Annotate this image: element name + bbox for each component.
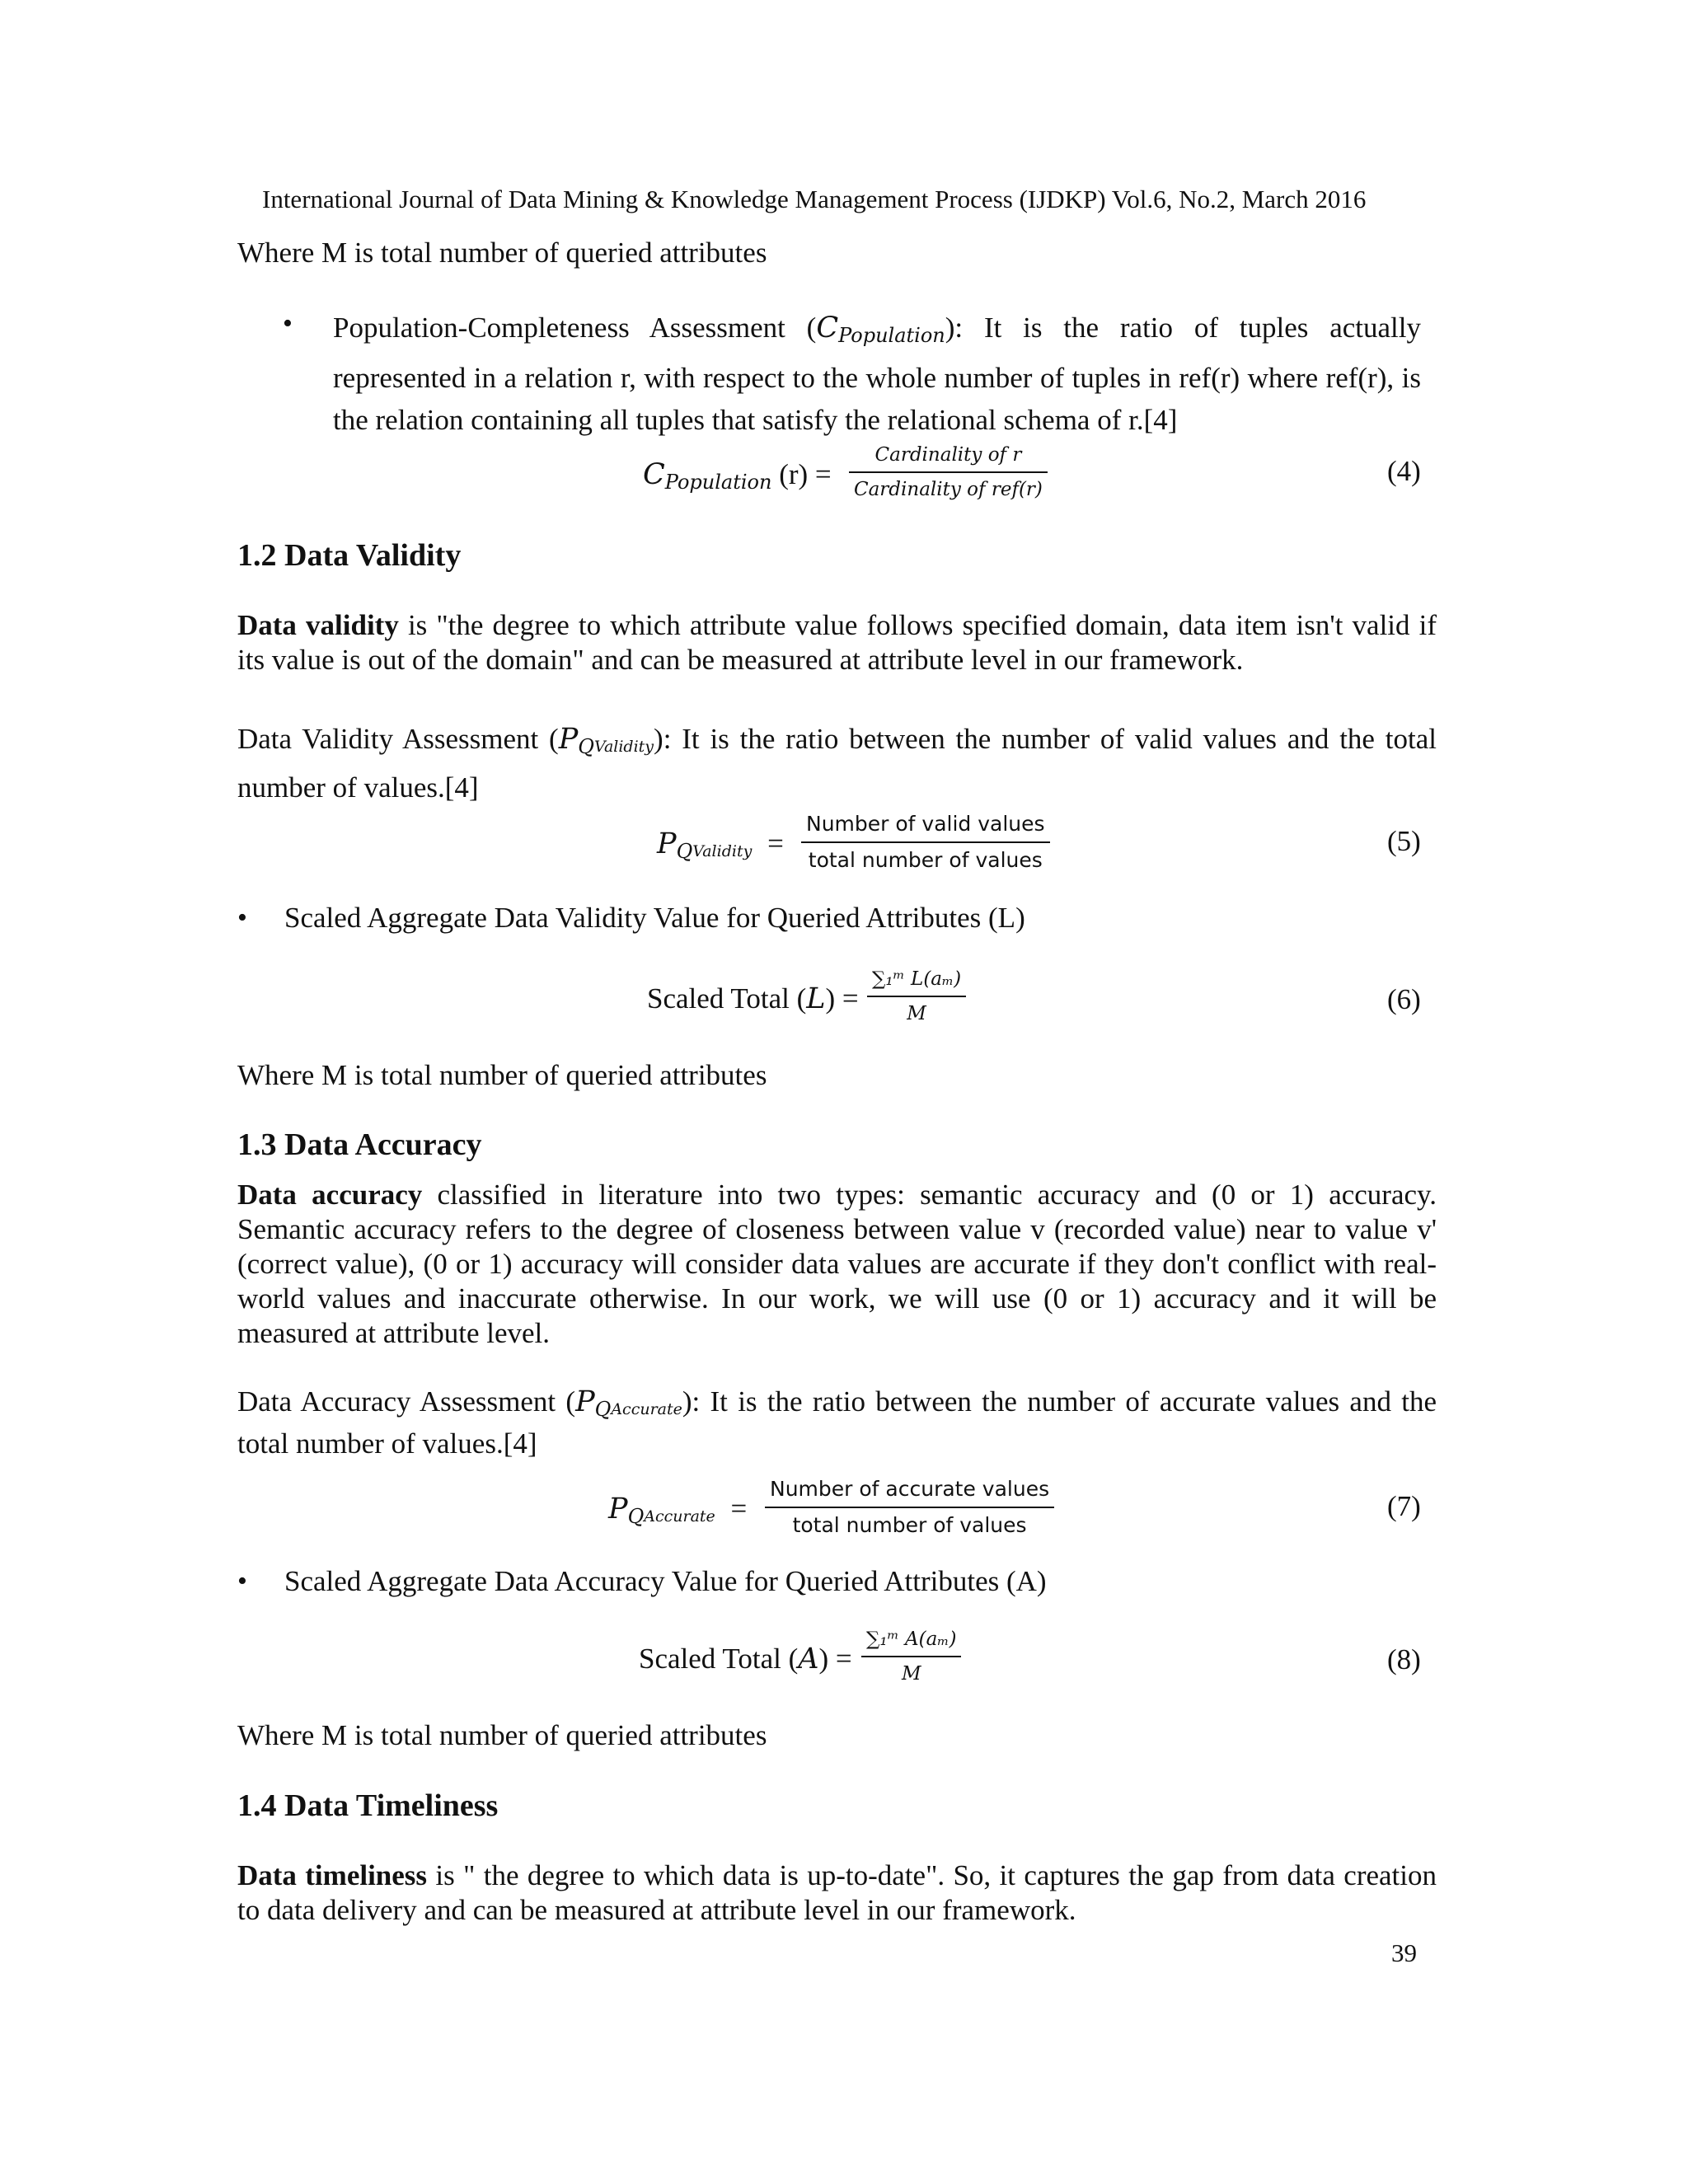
- accuracy-term: Data accuracy: [237, 1179, 423, 1211]
- equation-6-lhs: [647, 982, 859, 1015]
- accuracy-symbol-subsub: Accurate: [611, 1400, 682, 1418]
- validity-symbol-subsub: Validity: [593, 738, 654, 756]
- equation-8-lhs: [639, 1643, 852, 1675]
- running-header: International Journal of Data Mining & Knowledge Management Process (IJDKP) Vol.6, No.2, March 2016: [262, 185, 1367, 213]
- bullet-marker: •: [237, 1566, 247, 1596]
- population-rest: ): It is the ratio of tuples actually represented in a relation r, with respect to the whole number of tuples in ref(r) where ref(r), is the relation containing all tuples that satisfy the relational schema of r.[4]: [333, 312, 1421, 436]
- accuracy-definition-text: classified in literature into two types: semantic accuracy and (0 or 1) accuracy. Semantic accuracy refers to the degree of closeness between value v (recorded value) near to value v' (correct value), (0 or 1) accuracy will consider data values are accurate if they don't conflict with real-world values and inaccurate otherwise. In our work, we will use (0 or 1) accuracy and it will be measured at attribute level.: [237, 1179, 1437, 1349]
- scaled-validity-label: Scaled Aggregate Data Validity Value for Queried Attributes (L): [284, 902, 1025, 934]
- accuracy-assessment-paragraph: [237, 1385, 1437, 1461]
- eq4-symbol-sub: Population: [664, 471, 772, 494]
- accuracy-symbol: P: [575, 1385, 595, 1418]
- section-title-data-accuracy: 1.3 Data Accuracy: [237, 1127, 482, 1162]
- eq6-denominator: M: [867, 996, 966, 1027]
- page-number: 39: [1391, 1938, 1417, 1967]
- equation-4-fraction: [849, 442, 1048, 503]
- population-completeness-paragraph: [333, 307, 1421, 441]
- timeliness-definition-text: is " the degree to which data is up-to-date". So, it captures the gap from data creation to data delivery and can be measured at attribute level in our framework.: [237, 1859, 1437, 1926]
- equation-number-8: (8): [1387, 1643, 1421, 1675]
- bullet-marker: •: [237, 902, 247, 933]
- validity-assessment-paragraph: [237, 719, 1437, 808]
- eq5-numerator: Number of valid values: [806, 812, 1045, 836]
- population-intro: Population-Completeness Assessment (: [333, 312, 817, 344]
- accuracy-assess-rest: ): It is the ratio between the number of accurate values and the total number of values.[4]: [237, 1385, 1437, 1460]
- eq4-arg: (r) =: [779, 458, 832, 490]
- equation-7-fraction: [765, 1475, 1054, 1540]
- eq5-symbol-subsub: Validity: [692, 842, 753, 860]
- eq6-numerator: ∑₁ᵐ L(aₘ): [872, 968, 962, 990]
- equation-7-lhs: $P_QAccurate$ =: [608, 1493, 748, 1528]
- eq8-numerator: ∑₁ᵐ A(aₘ): [866, 1629, 957, 1650]
- validity-definition: [237, 608, 1437, 677]
- eq5-symbol-sub: Q: [676, 840, 693, 863]
- eq4-denominator: Cardinality of ref(r): [849, 471, 1048, 503]
- where-m-note-3: Where M is total number of queried attributes: [237, 1719, 767, 1751]
- equation-6-fraction: [867, 966, 966, 1027]
- accuracy-symbol-sub: Q: [594, 1398, 612, 1421]
- eq4-numerator: Cardinality of r: [874, 444, 1022, 466]
- eq6-lhs-text: Scaled Total (: [647, 982, 807, 1015]
- eq7-symbol-subsub: Accurate: [644, 1507, 715, 1526]
- where-m-note-2: Where M is total number of queried attributes: [237, 1059, 767, 1091]
- equation-number-5: (5): [1387, 825, 1421, 857]
- eq6-variable: L: [806, 982, 826, 1015]
- equation-5-lhs: $P_QValidity$ =: [657, 827, 784, 863]
- eq7-symbol: P: [608, 1493, 628, 1526]
- validity-term: Data validity: [237, 609, 399, 641]
- timeliness-term: Data timeliness: [237, 1859, 428, 1891]
- eq5-denominator: total number of values: [801, 841, 1050, 874]
- eq8-close: ) =: [818, 1643, 852, 1675]
- validity-symbol: P: [558, 723, 579, 756]
- bullet-marker: •: [283, 308, 293, 339]
- eq8-lhs-text: Scaled Total (: [639, 1643, 799, 1675]
- eq4-symbol: C: [643, 458, 665, 491]
- equation-5-fraction: [801, 810, 1050, 874]
- equation-8-fraction: [861, 1626, 961, 1687]
- eq7-denominator: total number of values: [765, 1507, 1054, 1540]
- eq5-symbol: P: [657, 827, 677, 860]
- population-symbol-sub: Population: [838, 324, 945, 347]
- population-symbol: C: [816, 312, 839, 344]
- eq6-close: ) =: [825, 982, 859, 1015]
- section-title-data-validity: 1.2 Data Validity: [237, 538, 462, 573]
- eq7-numerator: Number of accurate values: [770, 1477, 1050, 1501]
- eq8-denominator: M: [861, 1656, 961, 1687]
- eq7-symbol-sub: Q: [627, 1505, 645, 1528]
- accuracy-definition: [237, 1178, 1437, 1351]
- validity-assess-intro: Data Validity Assessment (: [237, 723, 559, 755]
- equation-number-6: (6): [1387, 983, 1421, 1015]
- timeliness-definition: [237, 1858, 1437, 1928]
- equation-number-7: (7): [1387, 1490, 1421, 1522]
- section-title-data-timeliness: 1.4 Data Timeliness: [237, 1788, 499, 1823]
- validity-definition-text: is "the degree to which attribute value follows specified domain, data item isn't valid if its value is out of the domain" and can be measured at attribute level in our framework.: [237, 609, 1437, 676]
- where-m-note-1: Where M is total number of queried attributes: [237, 237, 767, 269]
- equation-number-4: (4): [1387, 455, 1421, 487]
- eq8-variable: A: [798, 1643, 819, 1675]
- scaled-accuracy-label: Scaled Aggregate Data Accuracy Value for Queried Attributes (A): [284, 1565, 1047, 1597]
- accuracy-assess-intro: Data Accuracy Assessment (: [237, 1385, 576, 1418]
- validity-symbol-sub: Q: [578, 735, 594, 758]
- equation-4-lhs: [643, 458, 832, 499]
- validity-assess-rest: ): It is the ratio between the number of valid values and the total number of values.[4]: [237, 723, 1437, 804]
